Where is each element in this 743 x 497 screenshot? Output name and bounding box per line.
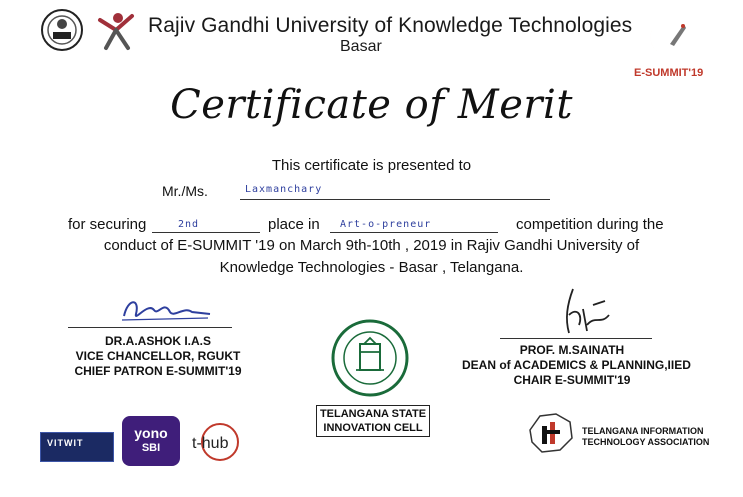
left-signatory-name: DR.A.ASHOK I.A.S bbox=[104, 334, 211, 348]
right-signatory-name: PROF. M.SAINATH bbox=[519, 343, 625, 357]
yono-label: yono bbox=[134, 425, 168, 441]
university-name: Rajiv Gandhi University of Knowledge Technologies bbox=[148, 14, 633, 37]
tita-logo-label bbox=[582, 426, 709, 448]
left-signature-line bbox=[68, 327, 232, 328]
place-label: place in bbox=[268, 216, 320, 233]
tita-logo-icon bbox=[526, 408, 576, 456]
event-details-line: conduct of E-SUMMIT '19 on March 9th-10th , 2019 in Rajiv Gandhi University of bbox=[103, 237, 640, 254]
recipient-underline bbox=[240, 199, 550, 200]
recipient-name: Laxmanchary bbox=[245, 184, 323, 195]
right-signatory-title: CHAIR E-SUMMIT'19 bbox=[513, 373, 631, 387]
right-signature-icon bbox=[553, 285, 615, 337]
left-signatory-block bbox=[66, 334, 250, 379]
competition-underline bbox=[330, 232, 498, 233]
recipient-label: Mr./Ms. bbox=[162, 183, 208, 199]
securing-label: for securing bbox=[68, 216, 147, 233]
competition-label: competition during the bbox=[516, 216, 664, 233]
tita-label-line2: TECHNOLOGY ASSOCIATION bbox=[582, 437, 710, 447]
sbi-label: SBI bbox=[141, 442, 161, 454]
place-underline bbox=[152, 232, 260, 233]
left-signature-icon bbox=[118, 294, 213, 326]
right-signatory-role: DEAN of ACADEMICS & PLANNING,IIED bbox=[462, 358, 691, 372]
university-location: Basar bbox=[340, 38, 382, 55]
competition-value: Art-o-preneur bbox=[340, 219, 432, 230]
thub-logo-icon bbox=[186, 418, 244, 466]
right-signature-line bbox=[500, 338, 652, 339]
right-signatory-block bbox=[462, 343, 691, 388]
innovation-cell-label bbox=[316, 407, 430, 435]
event-location-line: Knowledge Technologies - Basar , Telangana. bbox=[219, 259, 524, 276]
esummit-logo-label: E-SUMMIT'19 bbox=[634, 67, 704, 79]
tita-label-line1: TELANGANA INFORMATION bbox=[582, 426, 704, 436]
cell-logo-icon bbox=[40, 8, 84, 52]
innovation-cell-line1: TELANGANA STATE bbox=[319, 408, 427, 420]
university-emblem-icon bbox=[96, 10, 138, 52]
esummit-rocket-logo-icon bbox=[636, 18, 694, 64]
certificate-title: Certificate of Merit bbox=[170, 82, 573, 128]
thub-logo-label: t-hub bbox=[192, 435, 229, 452]
yono-sbi-logo-label bbox=[122, 426, 180, 456]
telangana-seal-icon bbox=[330, 318, 410, 398]
place-value: 2nd bbox=[178, 219, 200, 230]
presented-to-text: This certificate is presented to bbox=[271, 157, 472, 174]
left-signatory-role: VICE CHANCELLOR, RGUKT bbox=[75, 349, 241, 363]
left-signatory-title: CHIEF PATRON E-SUMMIT'19 bbox=[74, 364, 242, 378]
vitwit-logo-label: VITWIT bbox=[47, 438, 84, 448]
innovation-cell-line2: INNOVATION CELL bbox=[323, 422, 423, 434]
